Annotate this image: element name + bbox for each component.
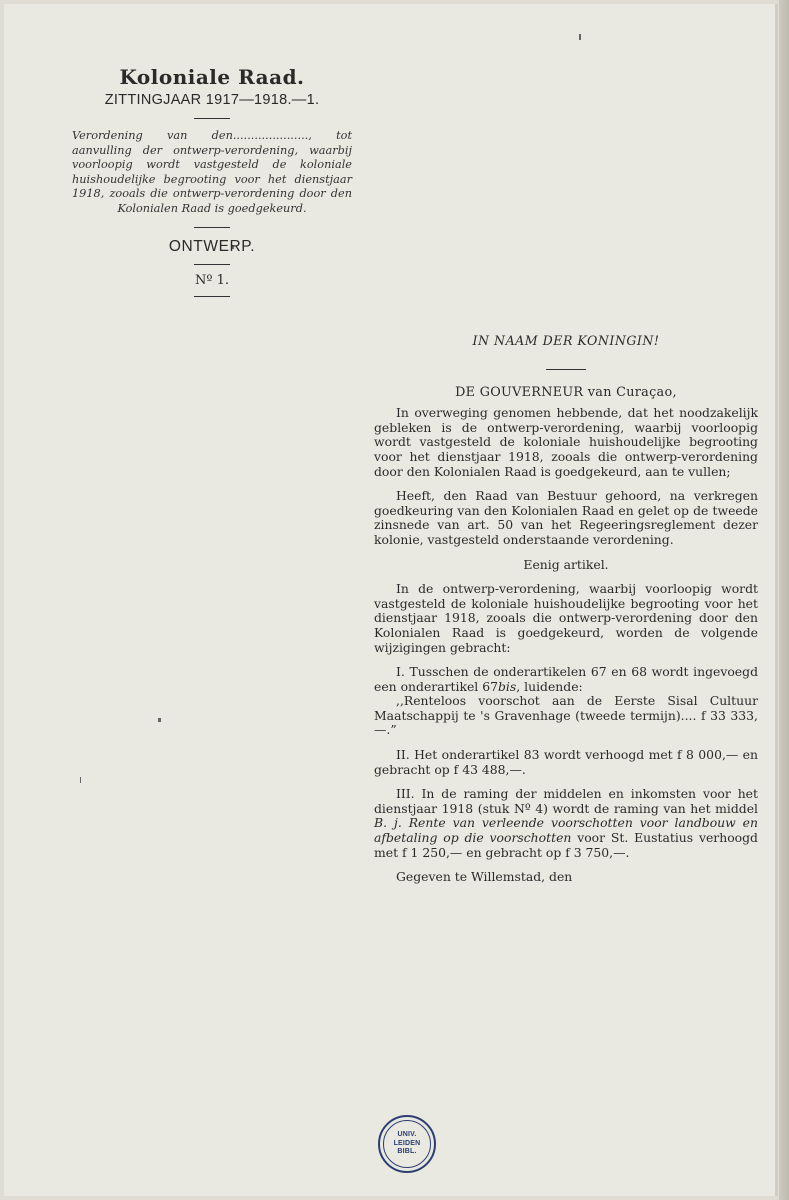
- document-number: Nº 1.: [194, 272, 230, 288]
- item-3-tail: voor St. Eustatius verhoogd met f 1 250,— en gebracht op f 3 750,—.: [374, 830, 758, 860]
- article-heading: Eenig artikel.: [523, 556, 609, 572]
- considerations-paragraph: In overweging genomen hebbende, dat het noodzakelijk gebleken is de ontwerp-verordening, waarbij voorloopig wordt vastgesteld de koloniale huishoudelijke begrooting voor het dienstjaar 1918, zooals die ontwerp-verordening door den Kolonialen Raad is goedgekeurd, aan te vullen;: [374, 405, 758, 479]
- paper-speck: [579, 34, 581, 40]
- stamp-line: LEIDEN: [393, 1139, 421, 1147]
- amendment-item-1-quote: ,,Renteloos voorschot aan de Eerste Sisal Cultuur Maatschappij te 's Gravenhage (tweede termijn).... f 33 333,—.”: [374, 693, 758, 738]
- amendment-item-2: II. Het onderartikel 83 wordt verhoogd met f 8 000,— en gebracht op f 43 488,—.: [374, 747, 758, 777]
- item-1-bis: bis: [497, 678, 517, 694]
- issuer-line: DE GOUVERNEUR van Curaçao,: [455, 384, 677, 400]
- divider: [194, 264, 230, 265]
- item-3-italic: B. j. Rente van verleende voorschotten voor landbouw en afbetaling op die voorschotten: [374, 815, 758, 846]
- divider: [546, 369, 586, 370]
- amendment-item-1: [374, 665, 758, 694]
- enactment-paragraph: Heeft, den Raad van Bestuur gehoord, na verkregen goedkeuring van den Kolonialen Raad en gelet op de tweede zinsnede van art. 50 van het Regeeringsreglement dezer kolonie, vastgesteld onderstaande verordening.: [374, 488, 758, 547]
- session-year: ZITTINGJAAR 1917—1918.—1.: [104, 92, 320, 108]
- article-intro: In de ontwerp-verordening, waarbij voorloopig wordt vastgesteld de koloniale huishoudelijke begrooting voor het dienstjaar 1918, zooals die ontwerp-verordening door den Kolonialen Raad is goedgekeurd, worden de volgende wijzigingen gebracht:: [374, 581, 758, 655]
- divider: [194, 227, 230, 228]
- ordinance-description: Verordening van den....................., tot aanvulling der ontwerp-verordening, waarbij voorloopig wordt vastgesteld de koloniale huishoudelijke begrooting voor het dienstjaar 1918, zooals die ontwerp-verordening door den Kolonialen Raad is goedgekeurd.: [72, 129, 352, 215]
- document-page: [4, 4, 778, 1196]
- page-title: Koloniale Raad.: [119, 65, 305, 89]
- draft-label: ONTWERP.: [168, 237, 256, 255]
- stamp-line: BIBL.: [397, 1148, 417, 1156]
- page-edge: [779, 0, 789, 1200]
- divider: [194, 296, 230, 297]
- item-3-text: III. In de raming der middelen en inkomsten voor het dienstjaar 1918 (stuk Nº 4) wordt de raming van het middel: [374, 786, 758, 816]
- library-stamp-inner: [383, 1120, 431, 1168]
- amendment-item-3: [374, 787, 758, 860]
- stamp-line: UNIV.: [397, 1131, 417, 1139]
- item-1-text: I. Tusschen de onderartikelen 67 en 68 wordt ingevoegd een onderartikel 67: [374, 664, 758, 694]
- ordinance-body: [374, 334, 758, 885]
- library-stamp: [378, 1115, 436, 1173]
- divider: [194, 118, 230, 119]
- royal-invocation: IN NAAM DER KONINGIN!: [472, 333, 660, 348]
- item-1-tail: , luidende:: [516, 678, 583, 694]
- paper-speck: [80, 777, 81, 783]
- paper-speck: [158, 718, 161, 722]
- given-at-line: Gegeven te Willemstad, den: [396, 869, 573, 885]
- header-block: [66, 64, 358, 305]
